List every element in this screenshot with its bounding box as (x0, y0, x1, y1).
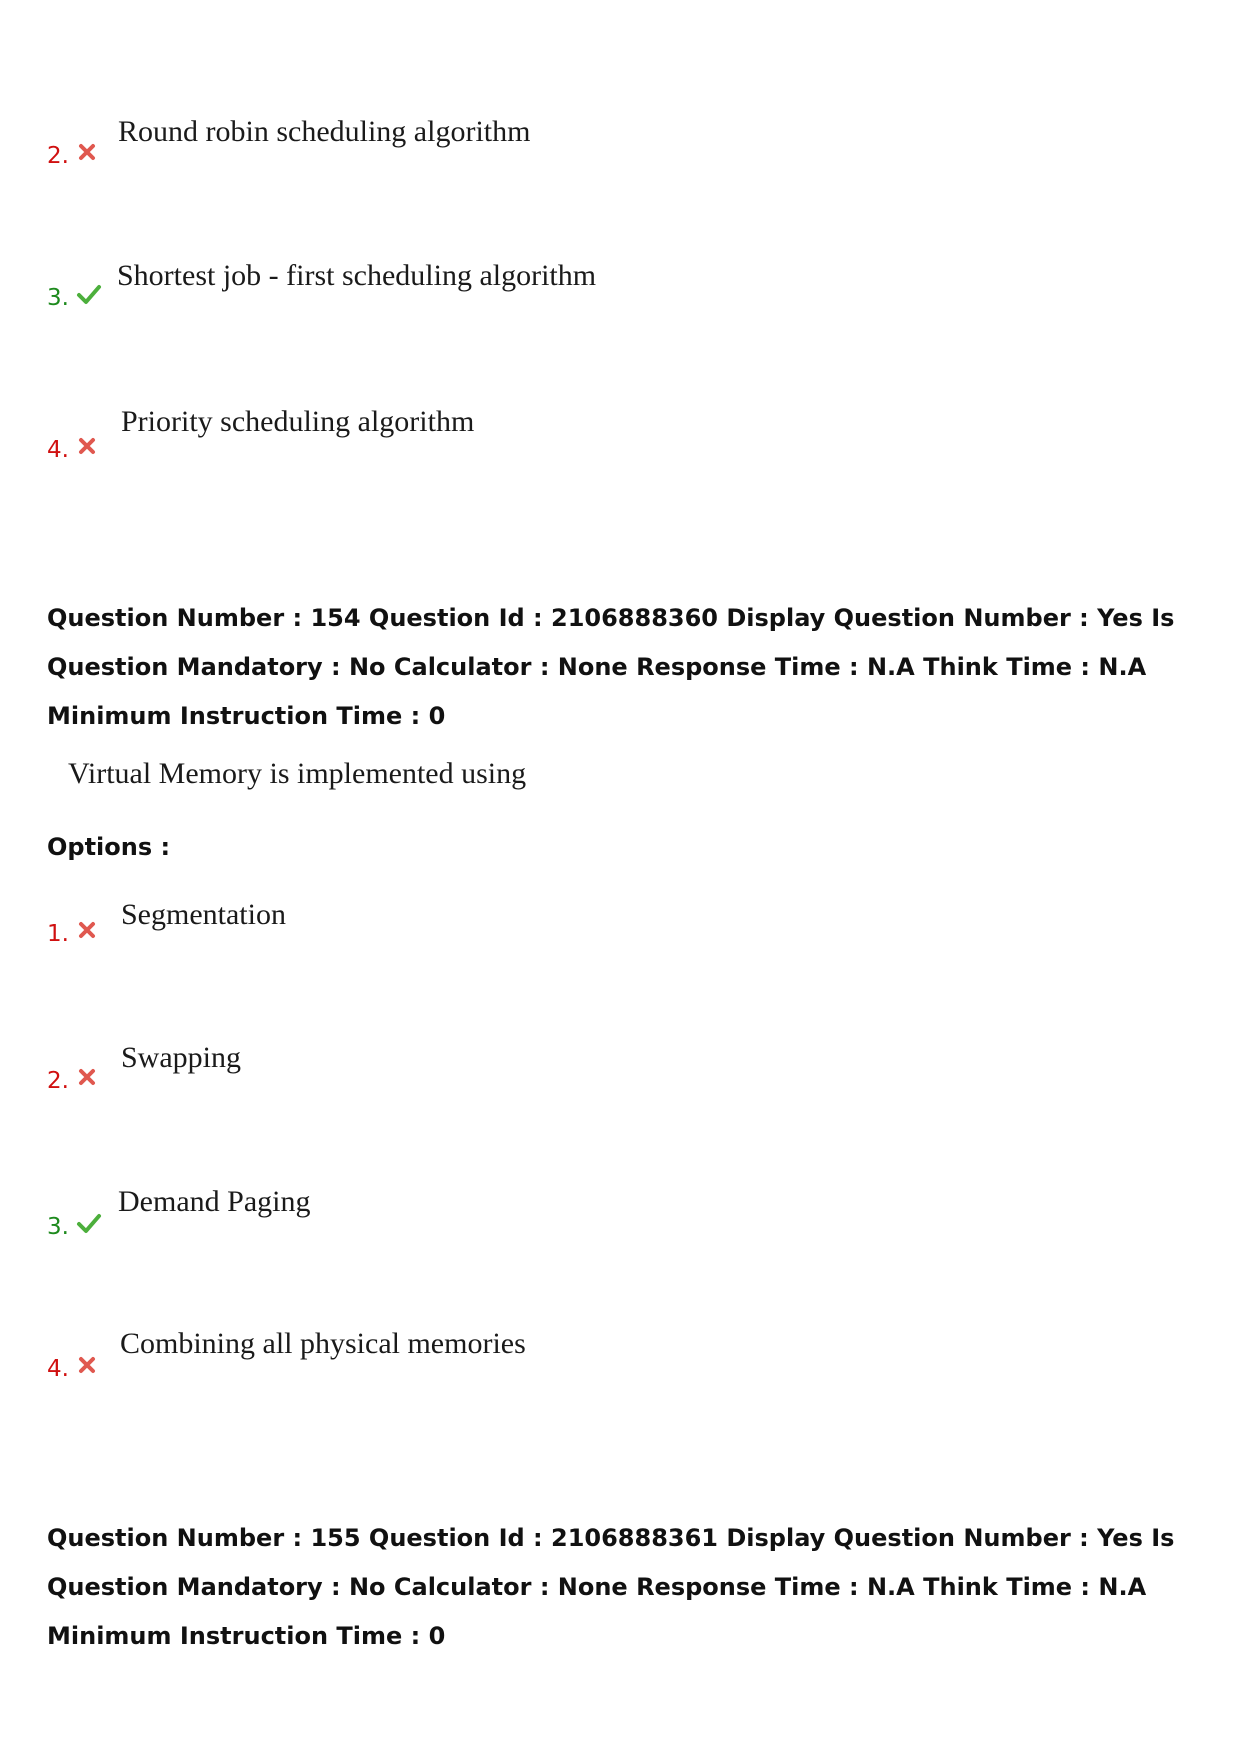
option-text: Swapping (121, 1041, 241, 1074)
options-label: Options : (47, 833, 171, 861)
option-text: Shortest job - first scheduling algorithm (117, 259, 597, 292)
option-number: 2. (47, 1068, 69, 1094)
cross-icon (76, 1066, 98, 1088)
cross-icon (76, 141, 98, 163)
option-number: 4. (47, 437, 69, 463)
question-154-meta: Question Number : 154 Question Id : 2106888360 Display Question Number : Yes Is Question Mandatory : No Calculator : None Response Time : N.A Think Time : N.A Minimum Instruction Time : 0 (47, 604, 1175, 730)
question-154-text: Virtual Memory is implemented using (68, 757, 527, 790)
option-number: 3. (47, 1214, 69, 1240)
option-number: 3. (47, 285, 69, 311)
cross-icon (76, 1354, 98, 1376)
cross-icon (76, 435, 98, 457)
cross-icon (76, 919, 98, 941)
option-text: Segmentation (121, 898, 286, 931)
question-155-meta: Question Number : 155 Question Id : 2106888361 Display Question Number : Yes Is Question Mandatory : No Calculator : None Response Time : N.A Think Time : N.A Minimum Instruction Time : 0 (47, 1524, 1175, 1650)
check-icon (76, 283, 102, 305)
option-text: Priority scheduling algorithm (121, 405, 475, 438)
option-text: Demand Paging (118, 1185, 311, 1218)
check-icon (76, 1212, 102, 1234)
option-number: 4. (47, 1356, 69, 1382)
option-text: Round robin scheduling algorithm (118, 115, 531, 148)
option-number: 2. (47, 143, 69, 169)
option-number: 1. (47, 921, 69, 947)
option-text: Combining all physical memories (120, 1327, 526, 1360)
